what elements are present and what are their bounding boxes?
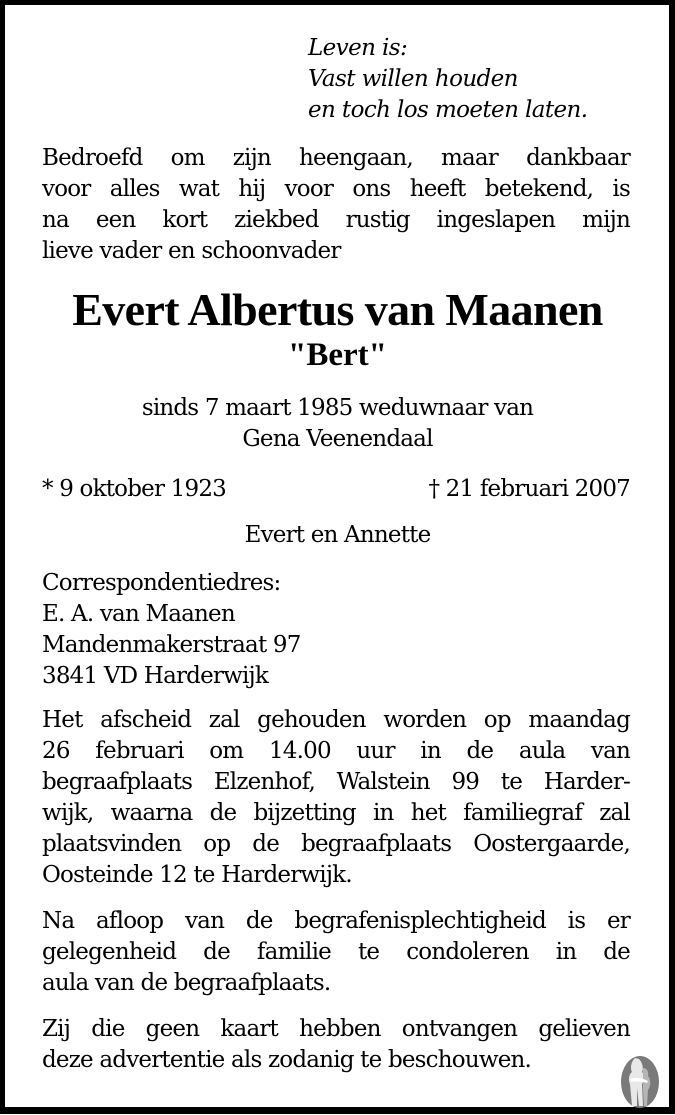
- correspondence-street: Mandenmakerstraat 97: [42, 632, 301, 658]
- condolence-line: gelegenheid de familie te condoleren in de: [42, 939, 630, 965]
- condolence-paragraph: [42, 906, 630, 999]
- widower-line-2: Gena Veenendaal: [242, 426, 433, 452]
- intro-line: na een kort ziekbed rustig ingeslapen mijn: [42, 207, 630, 233]
- family-signature: Evert en Annette: [244, 522, 431, 548]
- farewell-line: plaatsvinden op de begraafplaats Oostergaarde,: [42, 831, 630, 857]
- farewell-line: begraafplaats Elzenhof, Walstein 99 te Harder-: [42, 769, 630, 795]
- poem-line: en toch los moeten laten.: [308, 97, 588, 123]
- intro-line: lieve vader en schoonvader: [42, 238, 341, 264]
- notice-paragraph: [42, 1014, 630, 1076]
- farewell-line: Het afscheid zal gehouden worden op maandag: [42, 707, 630, 733]
- notice-line: deze advertentie als zodanig te beschouwen.: [42, 1047, 532, 1073]
- farewell-line: wijk, waarna de bijzetting in het familiegraf zal: [42, 800, 630, 826]
- condolence-line: aula van de begraafplaats.: [42, 970, 331, 996]
- condolence-line: Na afloop van de begrafenisplechtigheid is er: [42, 908, 630, 934]
- notice-line: Zij die geen kaart hebben ontvangen gelieven: [42, 1016, 630, 1042]
- intro-line: Bedroefd om zijn heengaan, maar dankbaar: [42, 145, 630, 171]
- birth-date: * 9 oktober 1923: [42, 476, 227, 502]
- embracing-figures-icon: [617, 1054, 663, 1110]
- poem: [308, 33, 638, 126]
- correspondence-address: [42, 568, 630, 692]
- deceased-name: Evert Albertus van Maanen: [72, 284, 603, 335]
- correspondence-city: 3841 VD Harderwijk: [42, 663, 269, 689]
- farewell-line: Oosteinde 12 te Harderwijk.: [42, 862, 352, 888]
- widower-line-1: sinds 7 maart 1985 weduwnaar van: [141, 395, 534, 421]
- farewell-line: 26 februari om 14.00 uur in de aula van: [42, 738, 630, 764]
- deceased-nickname: "Bert": [288, 337, 387, 373]
- death-date: † 21 februari 2007: [428, 476, 630, 502]
- poem-line: Leven is:: [308, 35, 408, 61]
- correspondence-label: Correspondentiedres:: [42, 570, 281, 596]
- farewell-paragraph: [42, 705, 630, 891]
- intro-line: voor alles wat hij voor ons heeft betekend, is: [42, 176, 630, 202]
- correspondence-name: E. A. van Maanen: [42, 601, 235, 627]
- poem-line: Vast willen houden: [308, 66, 518, 92]
- intro-paragraph: [42, 143, 630, 267]
- life-dates: [42, 474, 630, 505]
